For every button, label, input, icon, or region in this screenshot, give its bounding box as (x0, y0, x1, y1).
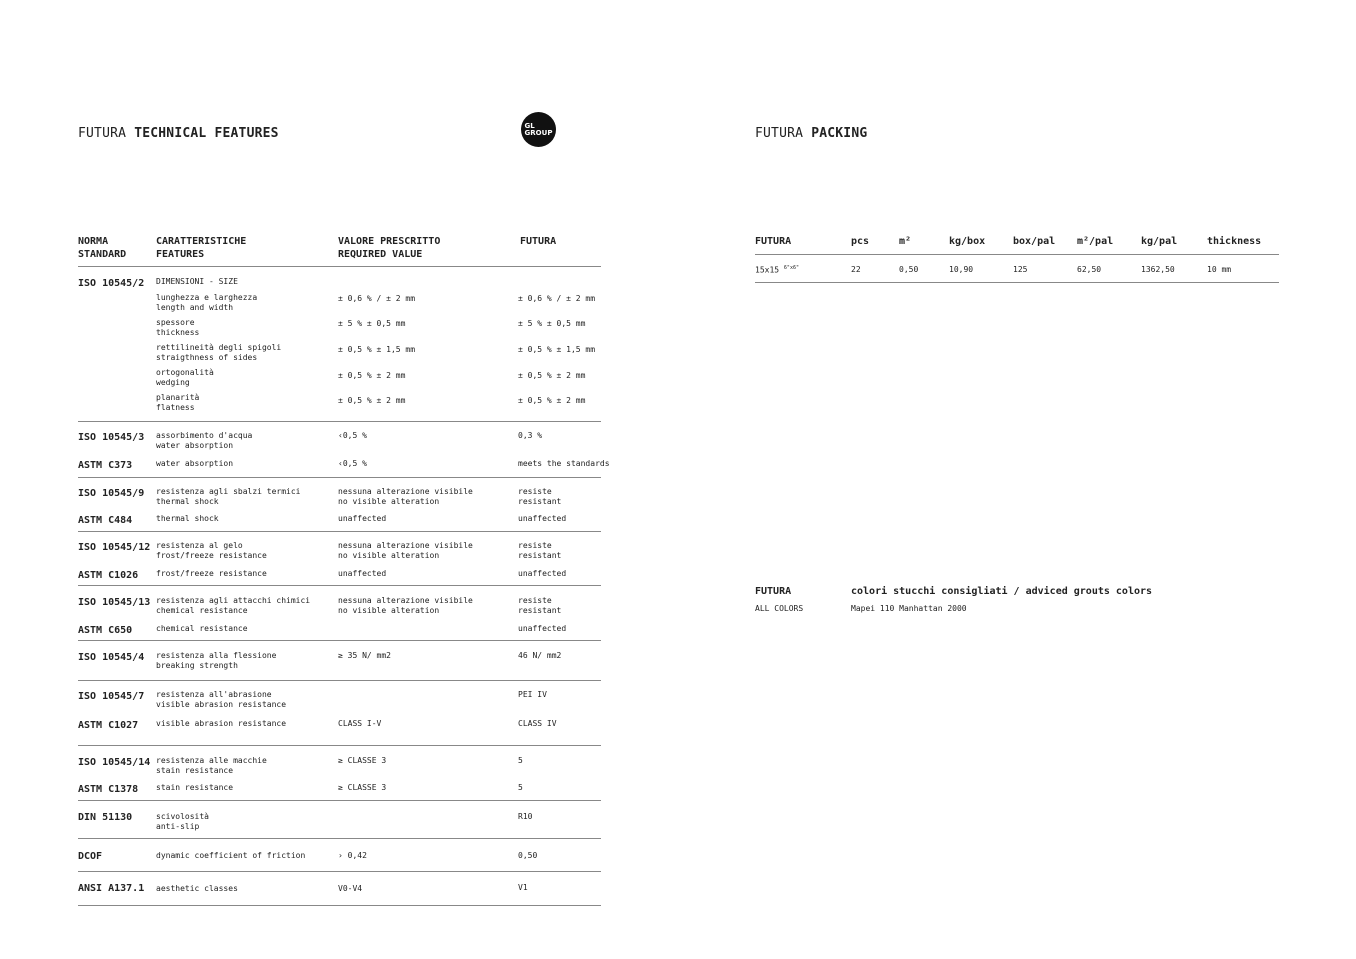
required-value: ≥ CLASSE 3 (338, 756, 387, 765)
futura-value: V1 (518, 883, 528, 892)
packing-header-m2-pal: m²/pal (1077, 236, 1114, 247)
feature-name: resistenza alle macchie stain resistance (156, 756, 267, 775)
divider (78, 421, 601, 422)
futura-value: ± 0,5 % ± 1,5 mm (518, 345, 596, 354)
feature-name: resistenza agli attacchi chimici chemical resistance (156, 596, 311, 615)
feature-name: spessore thickness (156, 318, 200, 337)
standard-code: ASTM C373 (78, 460, 133, 471)
required-value: ± 0,6 % / ± 2 mm (338, 294, 416, 303)
packing-kg-pal: 1362,50 (1141, 265, 1175, 274)
standard-code: ISO 10545/9 (78, 488, 145, 499)
grouts-colors-label: ALL COLORS (755, 604, 804, 613)
packing-size: 15x15 $^{6"x6"}$ (755, 265, 799, 275)
feature-name: lunghezza e larghezza length and width (156, 293, 258, 312)
feature-name: resistenza all'abrasione visible abrasion resistance (156, 690, 287, 709)
title-bold: PACKING (811, 126, 868, 141)
futura-value: PEI IV (518, 690, 547, 699)
divider (755, 282, 1279, 283)
feature-name: dynamic coefficient of friction (156, 851, 306, 860)
required-value: ± 5 % ± 0,5 mm (338, 319, 406, 328)
grouts-heading: colori stucchi consigliati / adviced grouts colors (851, 586, 1153, 597)
required-value: nessuna alterazione visibile no visible alteration (338, 596, 473, 615)
packing-pcs: 22 (851, 265, 861, 274)
standard-code: ISO 10545/2 (78, 278, 145, 289)
futura-value: R10 (518, 812, 533, 821)
header-features: CARATTERISTICHE FEATURES (156, 236, 247, 260)
standard-code: ASTM C1027 (78, 720, 139, 731)
required-value: ± 0,5 % ± 2 mm (338, 371, 406, 380)
feature-name: resistenza al gelo frost/freeze resistance (156, 541, 267, 560)
feature-name: aesthetic classes (156, 884, 238, 893)
divider (755, 254, 1279, 255)
required-value: CLASS I-V (338, 719, 382, 728)
packing-title (755, 126, 867, 141)
futura-value: meets the standards (518, 459, 610, 468)
gl-group-logo: GL GROUP (521, 112, 556, 147)
required-value: ± 0,5 % ± 2 mm (338, 396, 406, 405)
packing-header-m2: m² (899, 236, 912, 247)
feature-name: scivolosità anti-slip (156, 812, 209, 831)
futura-value: 0,3 % (518, 431, 543, 440)
divider (78, 640, 601, 641)
divider (78, 745, 601, 746)
divider (78, 585, 601, 586)
standard-code: ANSI A137.1 (78, 883, 145, 894)
packing-m2: 0,50 (899, 265, 919, 274)
packing-header-kg-pal: kg/pal (1141, 236, 1178, 247)
header-required-value: VALORE PRESCRITTO REQUIRED VALUE (338, 236, 441, 260)
feature-name: frost/freeze resistance (156, 569, 267, 578)
futura-value: CLASS IV (518, 719, 557, 728)
divider (78, 531, 601, 532)
required-value: nessuna alterazione visibile no visible alteration (338, 541, 473, 560)
packing-m2-pal: 62,50 (1077, 265, 1102, 274)
futura-value: 0,50 (518, 851, 538, 860)
feature-name: chemical resistance (156, 624, 248, 633)
standard-code: ISO 10545/3 (78, 432, 145, 443)
technical-features-title (78, 126, 279, 141)
standard-code: ISO 10545/12 (78, 542, 151, 553)
futura-value: 5 (518, 756, 523, 765)
standard-code: ISO 10545/7 (78, 691, 145, 702)
required-value: › 0,42 (338, 851, 367, 860)
packing-header-pcs: pcs (851, 236, 870, 247)
feature-name: water absorption (156, 459, 234, 468)
standard-code: ASTM C650 (78, 625, 133, 636)
grouts-value: Mapei 110 Manhattan 2000 (851, 604, 967, 613)
required-value: ≥ CLASSE 3 (338, 783, 387, 792)
feature-name: stain resistance (156, 783, 234, 792)
packing-header-kg-box: kg/box (949, 236, 986, 247)
packing-header-futura: FUTURA (755, 236, 792, 247)
standard-code: ASTM C1026 (78, 570, 139, 581)
grouts-futura-label: FUTURA (755, 586, 792, 597)
feature-name: visible abrasion resistance (156, 719, 287, 728)
divider (78, 838, 601, 839)
title-bold: TECHNICAL FEATURES (134, 126, 279, 141)
divider (78, 871, 601, 872)
divider (78, 680, 601, 681)
required-value: unaffected (338, 514, 387, 523)
packing-kg-box: 10,90 (949, 265, 974, 274)
feature-name: rettilineità degli spigoli straigthness of sides (156, 343, 282, 362)
divider (78, 266, 601, 267)
futura-value: unaffected (518, 569, 567, 578)
title-prefix: FUTURA (755, 126, 804, 141)
packing-header-box-pal: box/pal (1013, 236, 1056, 247)
section-label: DIMENSIONI - SIZE (156, 277, 238, 286)
standard-code: DCOF (78, 851, 103, 862)
futura-value: ± 0,5 % ± 2 mm (518, 396, 586, 405)
futura-value: unaffected (518, 624, 567, 633)
standard-code: ISO 10545/14 (78, 757, 151, 768)
feature-name: planarità flatness (156, 393, 200, 412)
packing-thickness: 10 mm (1207, 265, 1232, 274)
futura-value: 46 N/ mm2 (518, 651, 562, 660)
feature-name: assorbimento d'acqua water absorption (156, 431, 253, 450)
divider (78, 905, 601, 906)
standard-code: ISO 10545/13 (78, 597, 151, 608)
futura-value: resiste resistant (518, 541, 562, 560)
required-value: unaffected (338, 569, 387, 578)
standard-code: ISO 10545/4 (78, 652, 145, 663)
feature-name: ortogonalità wedging (156, 368, 214, 387)
required-value: ≥ 35 N/ mm2 (338, 651, 391, 660)
futura-value: resiste resistant (518, 596, 562, 615)
futura-value: resiste resistant (518, 487, 562, 506)
futura-value: ± 0,6 % / ± 2 mm (518, 294, 596, 303)
standard-code: ASTM C484 (78, 515, 133, 526)
divider (78, 477, 601, 478)
packing-box-pal: 125 (1013, 265, 1028, 274)
header-futura: FUTURA (520, 236, 557, 247)
divider (78, 800, 601, 801)
required-value: ‹0,5 % (338, 431, 367, 440)
futura-value: ± 5 % ± 0,5 mm (518, 319, 586, 328)
standard-code: DIN 51130 (78, 812, 133, 823)
required-value: ‹0,5 % (338, 459, 367, 468)
required-value: ± 0,5 % ± 1,5 mm (338, 345, 416, 354)
futura-value: ± 0,5 % ± 2 mm (518, 371, 586, 380)
feature-name: resistenza agli sbalzi termici thermal shock (156, 487, 301, 506)
required-value: V0-V4 (338, 884, 363, 893)
standard-code: ASTM C1378 (78, 784, 139, 795)
futura-value: 5 (518, 783, 523, 792)
required-value: nessuna alterazione visibile no visible alteration (338, 487, 473, 506)
feature-name: thermal shock (156, 514, 219, 523)
header-standard: NORMA STANDARD (78, 236, 127, 260)
feature-name: resistenza alla flessione breaking strength (156, 651, 277, 670)
title-prefix: FUTURA (78, 126, 127, 141)
packing-header-thickness: thickness (1207, 236, 1262, 247)
futura-value: unaffected (518, 514, 567, 523)
